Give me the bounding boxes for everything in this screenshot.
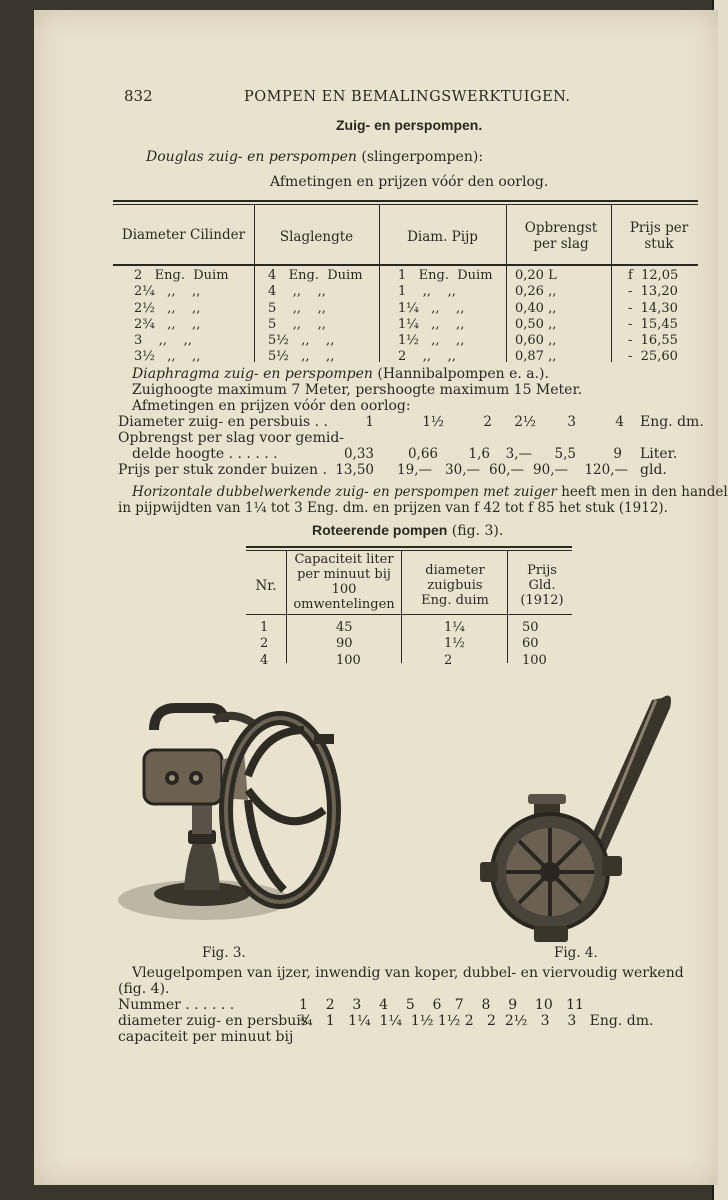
row-prijs-v4: 60,— <box>489 462 524 478</box>
douglas-subtitle-italic: Douglas zuig- en perspompen <box>146 149 357 165</box>
vleugelpompen-line-1: Vleugelpompen van ijzer, inwendig van koper, dubbel- en viervoudig werkend <box>132 965 684 981</box>
table1-top-rule <box>113 200 698 202</box>
nummer-values: 1 2 3 4 5 6 7 8 9 10 11 <box>299 997 584 1013</box>
table1-header-diameter: Diameter Cilinder <box>121 227 246 243</box>
horizontale-line-2: in pijpwijdten van 1¼ tot 3 Eng. dm. en prijzen van f 42 tot f 85 het stuk (1912). <box>118 500 668 516</box>
row-opbrengst-label-2: delde hoogte . . . . . . <box>132 446 278 462</box>
table2-header-nr: Nr. <box>255 578 277 594</box>
table2-top-rule <box>246 546 572 548</box>
fig3-caption: Fig. 3. <box>202 945 246 961</box>
vleugelpompen-line-2: (fig. 4). <box>118 981 170 997</box>
table2-col-prijs: 50 60 100 <box>522 620 547 668</box>
diaphragma-rest: (Hannibalpompen e. a.). <box>372 366 549 382</box>
horizontale-italic: Horizontale dubbelwerkende zuig- en perspompen met zuiger <box>132 484 557 500</box>
table2-col-nr: 1 2 4 <box>260 620 269 668</box>
row-prijs-label: Prijs per stuk zonder buizen . <box>118 462 327 478</box>
table2-col-capaciteit: 45 90 100 <box>336 620 361 668</box>
row-diameter-v6: 4 <box>615 414 624 430</box>
row-diameter-label: Diameter zuig- en persbuis . . <box>118 414 328 430</box>
roteerende-heading-rest: (fig. 3). <box>447 523 504 539</box>
capaciteit-label: capaciteit per minuut bij <box>118 1029 294 1045</box>
zuighoogte-line: Zuighoogte maximum 7 Meter, pershoogte maximum 15 Meter. <box>132 382 583 398</box>
table2-top-rule-thin <box>246 550 572 551</box>
row-prijs-v5: 90,— <box>533 462 568 478</box>
table1-header-prijs: Prijs per stuk <box>629 220 689 252</box>
fig4-caption: Fig. 4. <box>554 945 598 961</box>
row-opbrengst-v2: 0,66 <box>407 446 438 462</box>
row-diameter-v2: 1½ <box>422 414 444 430</box>
douglas-table-caption: Afmetingen en prijzen vóór den oorlog. <box>270 174 549 190</box>
wing-pump-illustration <box>474 686 684 946</box>
douglas-subtitle-rest: (slingerpompen): <box>356 149 484 165</box>
table1-col-diam-pijp: 1 Eng. Duim 1 ,, ,, 1¼ ,, ,, 1¼ ,, ,, 1½ ,, ,, 2 ,, ,, <box>398 268 493 365</box>
row-diameter-v3: 2 <box>483 414 492 430</box>
table2-vline-2 <box>401 551 402 663</box>
row-opbrengst-v6: 9 <box>613 446 622 462</box>
row-prijs-v1: 13,50 <box>335 462 374 478</box>
row-prijs-v6: 120,— <box>584 462 628 478</box>
horizontale-line-1 <box>132 484 728 500</box>
table1-vline-3b <box>506 266 507 362</box>
table2-header-prijs: Prijs Gld. (1912) <box>520 563 564 608</box>
row-opbrengst-v5: 5,5 <box>554 446 576 462</box>
page-number: 832 <box>124 87 153 105</box>
row-opbrengst-label-1: Opbrengst per slag voor gemid- <box>118 430 345 446</box>
row-diameter-v5: 3 <box>567 414 576 430</box>
row-opbrengst-v4: 3,— <box>505 446 532 462</box>
table1-vline-3 <box>506 205 507 265</box>
row-prijs-v2: 19,— <box>397 462 432 478</box>
table1-col-slaglengte: 4 Eng. Duim 4 ,, ,, 5 ,, ,, 5 ,, ,, 5½ ,, ,, 5½ ,, ,, <box>268 268 363 365</box>
section-heading-zuig-perspompen: Zuig- en perspompen. <box>336 117 483 133</box>
running-title: POMPEN EN BEMALINGSWERKTUIGEN. <box>244 89 571 105</box>
table1-header-slaglengte: Slaglengte <box>279 229 354 245</box>
roteerende-heading-line <box>312 522 503 539</box>
table2-header-diameter: diameter zuigbuis Eng. duim <box>421 563 489 608</box>
row-diameter-unit: Eng. dm. <box>640 414 704 430</box>
nummer-label: Nummer . . . . . . <box>118 997 235 1013</box>
row-opbrengst-v3: 1,6 <box>468 446 490 462</box>
table1-vline-2b <box>379 266 380 362</box>
row-prijs-v3: 30,— <box>445 462 480 478</box>
rotary-pump-illustration <box>114 690 344 930</box>
afmetingen-line: Afmetingen en prijzen vóór den oorlog: <box>132 398 411 414</box>
table2-col-diameter: 1¼ 1½ 2 <box>444 620 465 668</box>
table1-vline-4 <box>611 205 612 265</box>
table1-col-diameter: 2 Eng. Duim 2¼ ,, ,, 2½ ,, ,, 2¾ ,, ,, 3 ,, ,, 3½ ,, ,, <box>134 268 229 365</box>
roteerende-heading: Roteerende pompen <box>312 522 448 538</box>
douglas-subtitle <box>146 149 483 165</box>
horizontale-rest: heeft men in den handel <box>556 484 728 500</box>
table1-vline-1b <box>254 266 255 362</box>
table2-vline-3 <box>507 551 508 663</box>
table2-vline-1 <box>286 551 287 663</box>
table2-header-rule <box>246 614 572 615</box>
diameter-values: ¾ 1 1¼ 1¼ 1½ 1½ 2 2 2½ 3 3 Eng. dm. <box>299 1013 654 1029</box>
row-prijs-unit: gld. <box>640 462 667 478</box>
diameter-label: diameter zuig- en persbuis <box>118 1013 308 1029</box>
table1-header-opbrengst: Opbrengst per slag <box>524 220 598 252</box>
table1-vline-4b <box>611 266 612 362</box>
table1-col-prijs: f 12,05 - 13,20 - 14,30 - 15,45 - 16,55 - 25,60 <box>628 268 679 365</box>
diaphragma-italic: Diaphragma zuig- en perspompen <box>132 366 373 382</box>
row-opbrengst-v1: 0,33 <box>343 446 374 462</box>
table2-header-capaciteit: Capaciteit liter per minuut bij 100 omwentelingen <box>293 552 395 612</box>
table1-header-diam-pijp: Diam. Pijp <box>407 229 478 245</box>
row-diameter-v4: 2½ <box>514 414 536 430</box>
row-opbrengst-unit: Liter. <box>640 446 678 462</box>
row-diameter-v1: 1 <box>365 414 374 430</box>
diaphragma-line <box>132 366 549 382</box>
table1-col-opbrengst: 0,20 L 0,26 ,, 0,40 ,, 0,50 ,, 0,60 ,, 0,87 ,, <box>515 268 557 365</box>
book-page <box>34 10 728 1185</box>
